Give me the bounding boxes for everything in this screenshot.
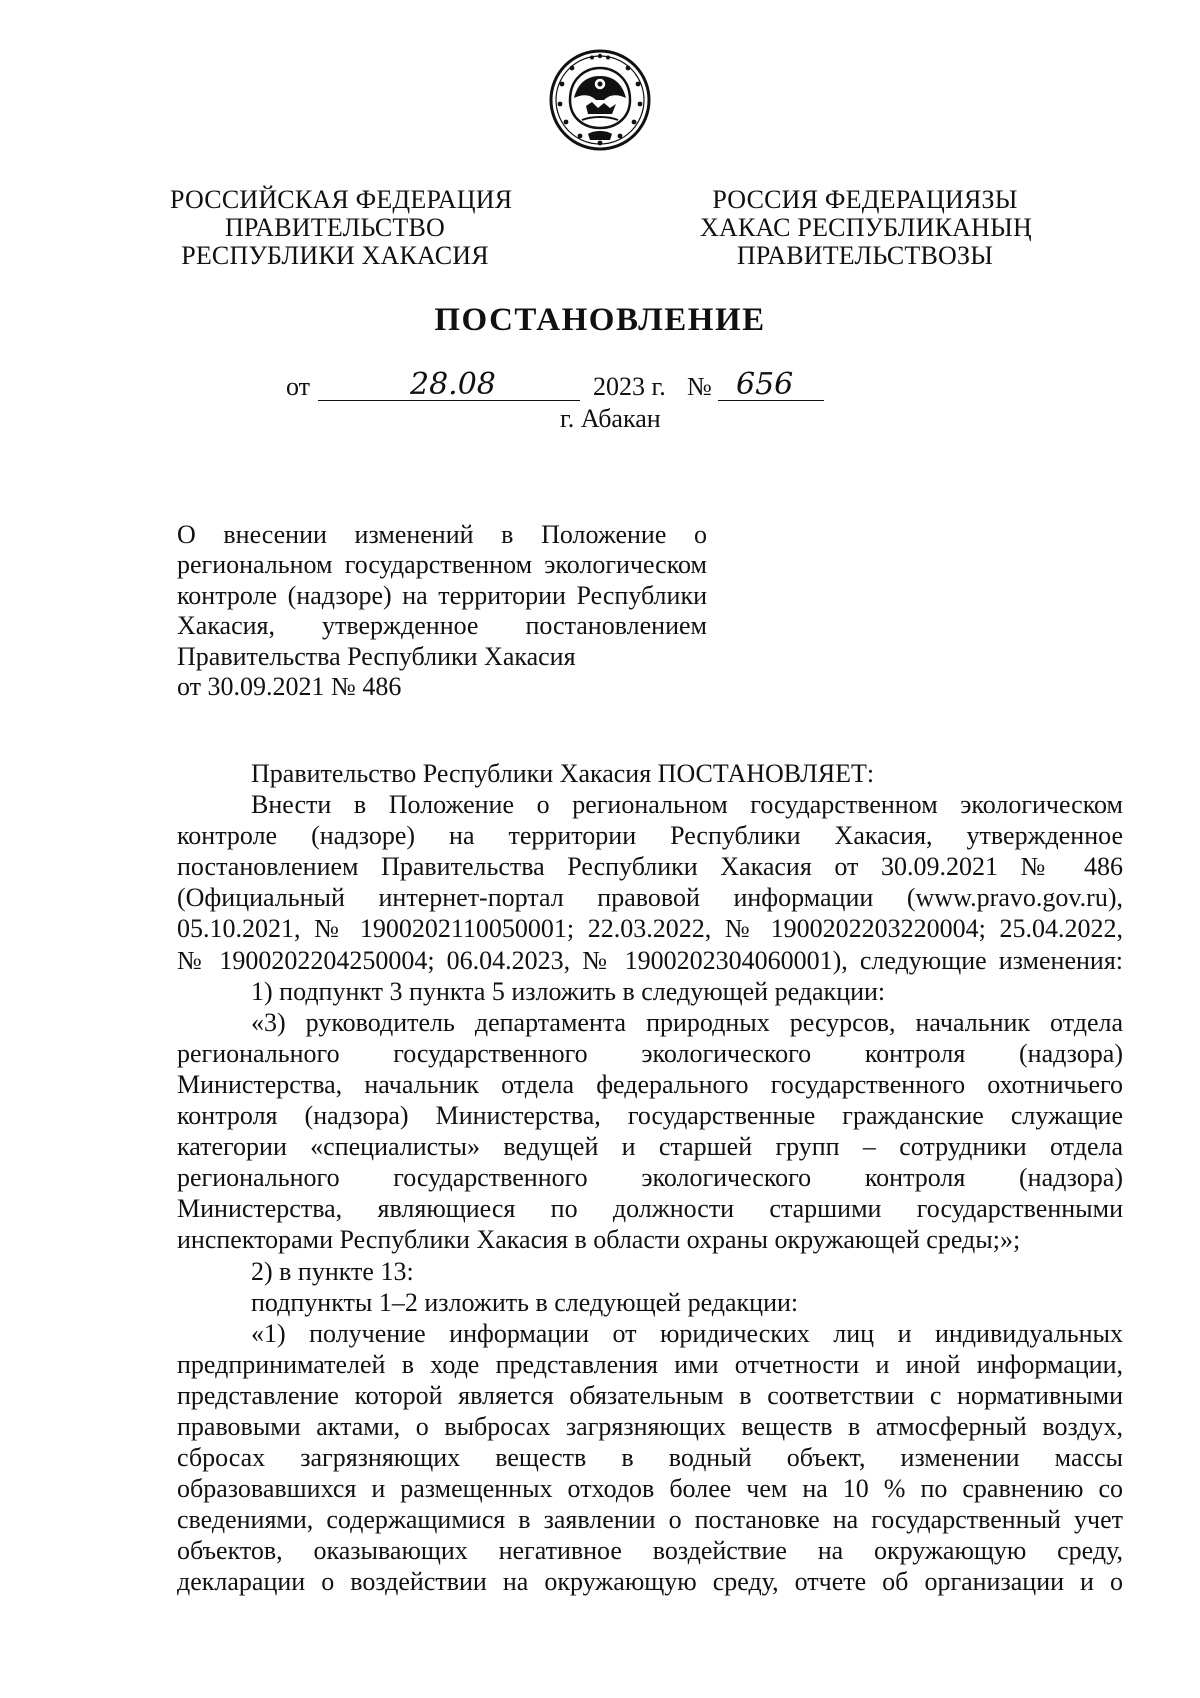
body-line: постановлением Правительства Республики Хакасия от 30.09.2021 № 486 (177, 852, 1123, 882)
handwritten-date: 28.08 (410, 367, 496, 402)
body-line: регионального государственного экологического контроля (надзора) (177, 1163, 1123, 1193)
header-left-line: ПРАВИТЕЛЬСТВО (224, 213, 446, 242)
body-line: инспекторами Республики Хакасия в области охраны окружающей среды;»; (177, 1225, 1021, 1255)
body-line: № 1900202204250004; 06.04.2023, № 1900202304060001), следующие изменения: (177, 945, 1123, 975)
date-year: 2023 г. (593, 372, 666, 401)
body-line: регионального государственного экологического контроля (надзора) (177, 1038, 1123, 1068)
body-line: контроля (надзора) Министерства, государственные гражданские служащие (177, 1101, 1123, 1131)
date-prefix: от (286, 372, 311, 401)
body-line: сбросах загрязняющих веществ в водный объект, изменении массы (177, 1443, 1123, 1473)
body-line: 05.10.2021, № 1900202110050001; 22.03.2022, № 1900202203220004; 25.04.2022, (177, 914, 1123, 944)
body-line: подпункты 1–2 изложить в следующей редакции: (251, 1287, 799, 1317)
document-title: ПОСТАНОВЛЕНИЕ (434, 302, 766, 338)
header-left-line: РОССИЙСКАЯ ФЕДЕРАЦИЯ (170, 185, 513, 214)
body-line: образовавшихся и размещенных отходов более чем на 10 % по сравнению со (177, 1474, 1123, 1504)
subject-line: Хакасия, утвержденное постановлением (177, 611, 707, 641)
city: г. Абакан (560, 404, 661, 433)
handwritten-number: 656 (736, 367, 794, 402)
body-line: сведениями, содержащимися в заявлении о постановке на государственный учет (177, 1505, 1123, 1535)
body-line: контроле (надзоре) на территории Республики Хакасия, утвержденное (177, 821, 1123, 851)
number-sign: № (687, 372, 712, 401)
body-line: объектов, оказывающих негативное воздействие на окружающую среду, (177, 1536, 1123, 1566)
body-line: Внести в Положение о региональном государственном экологическом (251, 790, 1123, 820)
document-subject (177, 520, 707, 702)
body-line: категории «специалисты» ведущей и старшей групп – сотрудники отдела (177, 1132, 1123, 1162)
subject-line: контроле (надзоре) на территории Республики (177, 580, 707, 610)
body-line: представление которой является обязательным в соответствии с нормативными (177, 1380, 1123, 1410)
date-number-line (0, 367, 1200, 406)
header-left-block (170, 185, 513, 270)
subject-line: О внесении изменений в Положение о (177, 520, 707, 549)
body-line: 2) в пункте 13: (251, 1256, 414, 1286)
body-line: декларации о воздействии на окружающую среду, отчете об организации и о (177, 1567, 1123, 1597)
body-line: Министерства, начальник отдела федерального государственного охотничьего (177, 1069, 1123, 1099)
body-line: «1) получение информации от юридических лиц и индивидуальных (251, 1318, 1123, 1348)
header-left-line: РЕСПУБЛИКИ ХАКАСИЯ (181, 241, 489, 270)
header-right-line: ПРАВИТЕЛЬСТВОЗЫ (736, 241, 994, 270)
subject-line: Правительства Республики Хакасия (177, 641, 576, 671)
header-right-line: ХАКАС РЕСПУБЛИКАНЫҢ (700, 213, 1032, 242)
body-line: правовыми актами, о выбросах загрязняющих веществ в атмосферный воздух, (177, 1411, 1123, 1441)
body-line: 1) подпункт 3 пункта 5 изложить в следующей редакции: (251, 976, 886, 1006)
subject-line: региональном государственном экологическом (177, 550, 707, 580)
coat-of-arms-emblem (548, 48, 652, 152)
header-right-line: РОССИЯ ФЕДЕРАЦИЯЗЫ (712, 185, 1018, 214)
body-line: Правительство Республики Хакасия ПОСТАНОВЛЯЕТ: (251, 759, 875, 788)
document-body (177, 758, 1123, 1598)
subject-line: от 30.09.2021 № 486 (177, 672, 402, 702)
body-line: Министерства, являющиеся по должности старшими государственными (177, 1194, 1123, 1224)
body-line: (Официальный интернет-портал правовой информации (www.pravo.gov.ru), (177, 883, 1123, 913)
header-right-block (700, 186, 1030, 270)
body-line: «3) руководитель департамента природных ресурсов, начальник отдела (251, 1007, 1123, 1037)
body-line: предпринимателей в ходе представления ими отчетности и иной информации, (177, 1349, 1123, 1379)
